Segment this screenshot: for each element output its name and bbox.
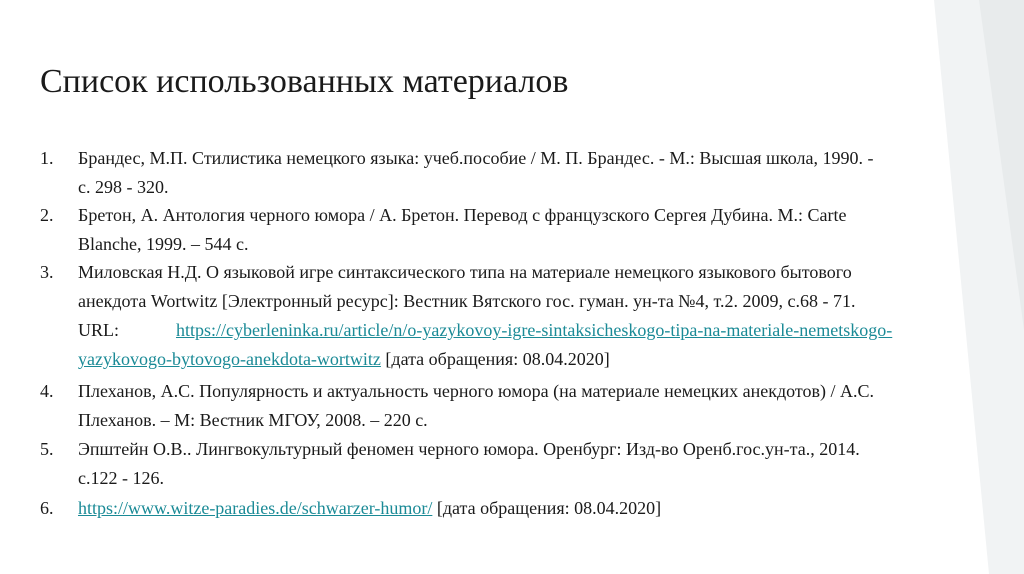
cyberleninka-link-line2[interactable]: yazykovogo-bytovogo-anekdota-wortwitz — [78, 349, 381, 369]
item-text-line: Плеханов. – М: Вестник МГОУ, 2008. – 220 с. — [78, 410, 428, 430]
url-label: URL: — [78, 320, 120, 340]
item-number: 6. — [40, 498, 54, 518]
item-number: 1. — [40, 148, 54, 168]
witze-paradies-link[interactable]: https://www.witze-paradies.de/schwarzer-humor/ — [78, 498, 433, 518]
item-text-line: Миловская Н.Д. О языковой игре синтаксического типа на материале немецкого языкового бытового — [78, 262, 852, 282]
access-date: [дата обращения: 08.04.2020] — [432, 498, 662, 518]
item-number: 5. — [40, 439, 54, 459]
item-text-line: Blanche, 1999. – 544 с. — [78, 234, 249, 254]
url-continuation-line — [78, 347, 610, 371]
item-text-line: Плеханов, А.С. Популярность и актуальность черного юмора (на материале немецких анекдотов) / А.С. — [78, 381, 875, 401]
slide-title: Список использованных материалов — [40, 63, 569, 100]
item-text-line: с.122 - 126. — [78, 468, 164, 488]
decorative-corner-shape — [784, 0, 1024, 574]
item-text-line: с. 298 - 320. — [78, 177, 169, 197]
access-date: [дата обращения: 08.04.2020] — [380, 349, 610, 369]
cyberleninka-link-line1[interactable]: https://cyberleninka.ru/article/n/o-yazykovoy-igre-sintaksicheskogo-tipa-na-materiale-nemetskogo- — [176, 320, 893, 340]
item-number: 3. — [40, 262, 54, 282]
item-text-line: Брандес, М.П. Стилистика немецкого языка: учеб.пособие / М. П. Брандес. - М.: Высшая школа, 1990. - — [78, 148, 874, 168]
item-number: 4. — [40, 381, 54, 401]
item-text-line: анекдота Wortwitz [Электронный ресурс]: Вестник Вятского гос. гуман. ун-та №4, т.2. 2009, с.68 - 71. — [78, 291, 856, 311]
item-number: 2. — [40, 205, 54, 225]
item-text-line: Бретон, А. Антология черного юмора / А. Бретон. Перевод с французского Сергея Дубина. М.: Carte — [78, 205, 847, 225]
item-text-line: Эпштейн О.В.. Лингвокультурный феномен черного юмора. Оренбург: Изд-во Оренб.гос.ун-та., 2014. — [78, 439, 860, 459]
item-link-line — [78, 496, 661, 520]
